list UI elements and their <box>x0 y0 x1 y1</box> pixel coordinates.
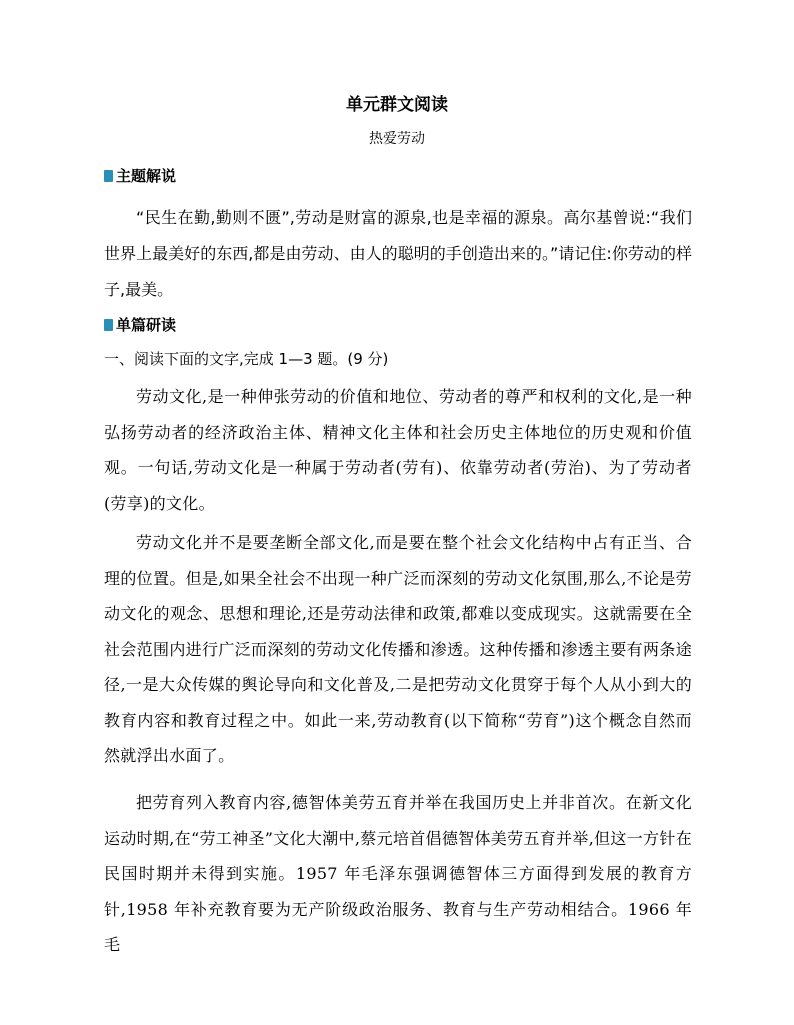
reading-paragraph: 把劳育列入教育内容,德智体美劳五育并举在我国历史上并非首次。在新文化运动时期,在“劳工神圣”文化大潮中,蔡元培首倡德智体美劳五育并举,但这一方针在民国时期并未得到实施。1957 年毛泽东强调德智体三方面得到发展的教育方针,1958 年补充教育要为无产阶级政治服务、教育与生产劳动相结合。1966 年毛 <box>104 793 692 954</box>
section-marker-icon <box>104 319 113 331</box>
question-prompt: 一、阅读下面的文字,完成 1—3 题。(9 分) <box>104 350 389 368</box>
theme-intro-paragraph <box>104 200 692 308</box>
theme-intro-text: “民生在勤,勤则不匮”,劳动是财富的源泉,也是幸福的源泉。高尔基曾说:“我们世界上最美好的东西,都是由劳动、由人的聪明的手创造出来的。”请记住:你劳动的样子,最美。 <box>104 208 692 299</box>
section-heading-label: 主题解说 <box>116 167 177 185</box>
page-title: 单元群文阅读 <box>346 95 448 115</box>
reading-paragraph: 劳动文化并不是要垄断全部文化,而是要在整个社会文化结构中占有正当、合理的位置。但是,如果全社会不出现一种广泛而深刻的劳动文化氛围,那么,不论是劳动文化的观念、思想和理论,还是劳动法律和政策,都难以变成现实。这就需要在全社会范围内进行广泛而深刻的劳动文化传播和渗透。这种传播和渗透主要有两条途径,一是大众传媒的舆论导向和文化普及,二是把劳动文化贯穿于每个人从小到大的教育内容和教育过程之中。如此一来,劳动教育(以下简称“劳育”)这个概念自然而然就浮出水面了。 <box>104 533 692 765</box>
page-subtitle: 热爱劳动 <box>369 131 425 147</box>
section-heading-theme <box>104 166 176 186</box>
section-heading-reading <box>104 315 176 335</box>
section-marker-icon <box>104 170 113 182</box>
section-heading-label: 单篇研读 <box>116 316 177 334</box>
reading-paragraph: 劳动文化,是一种伸张劳动的价值和地位、劳动者的尊严和权利的文化,是一种弘扬劳动者的经济政治主体、精神文化主体和社会历史主体地位的历史观和价值观。一句话,劳动文化是一种属于劳动者(劳有)、依靠劳动者(劳治)、为了劳动者(劳享)的文化。 <box>104 387 692 513</box>
